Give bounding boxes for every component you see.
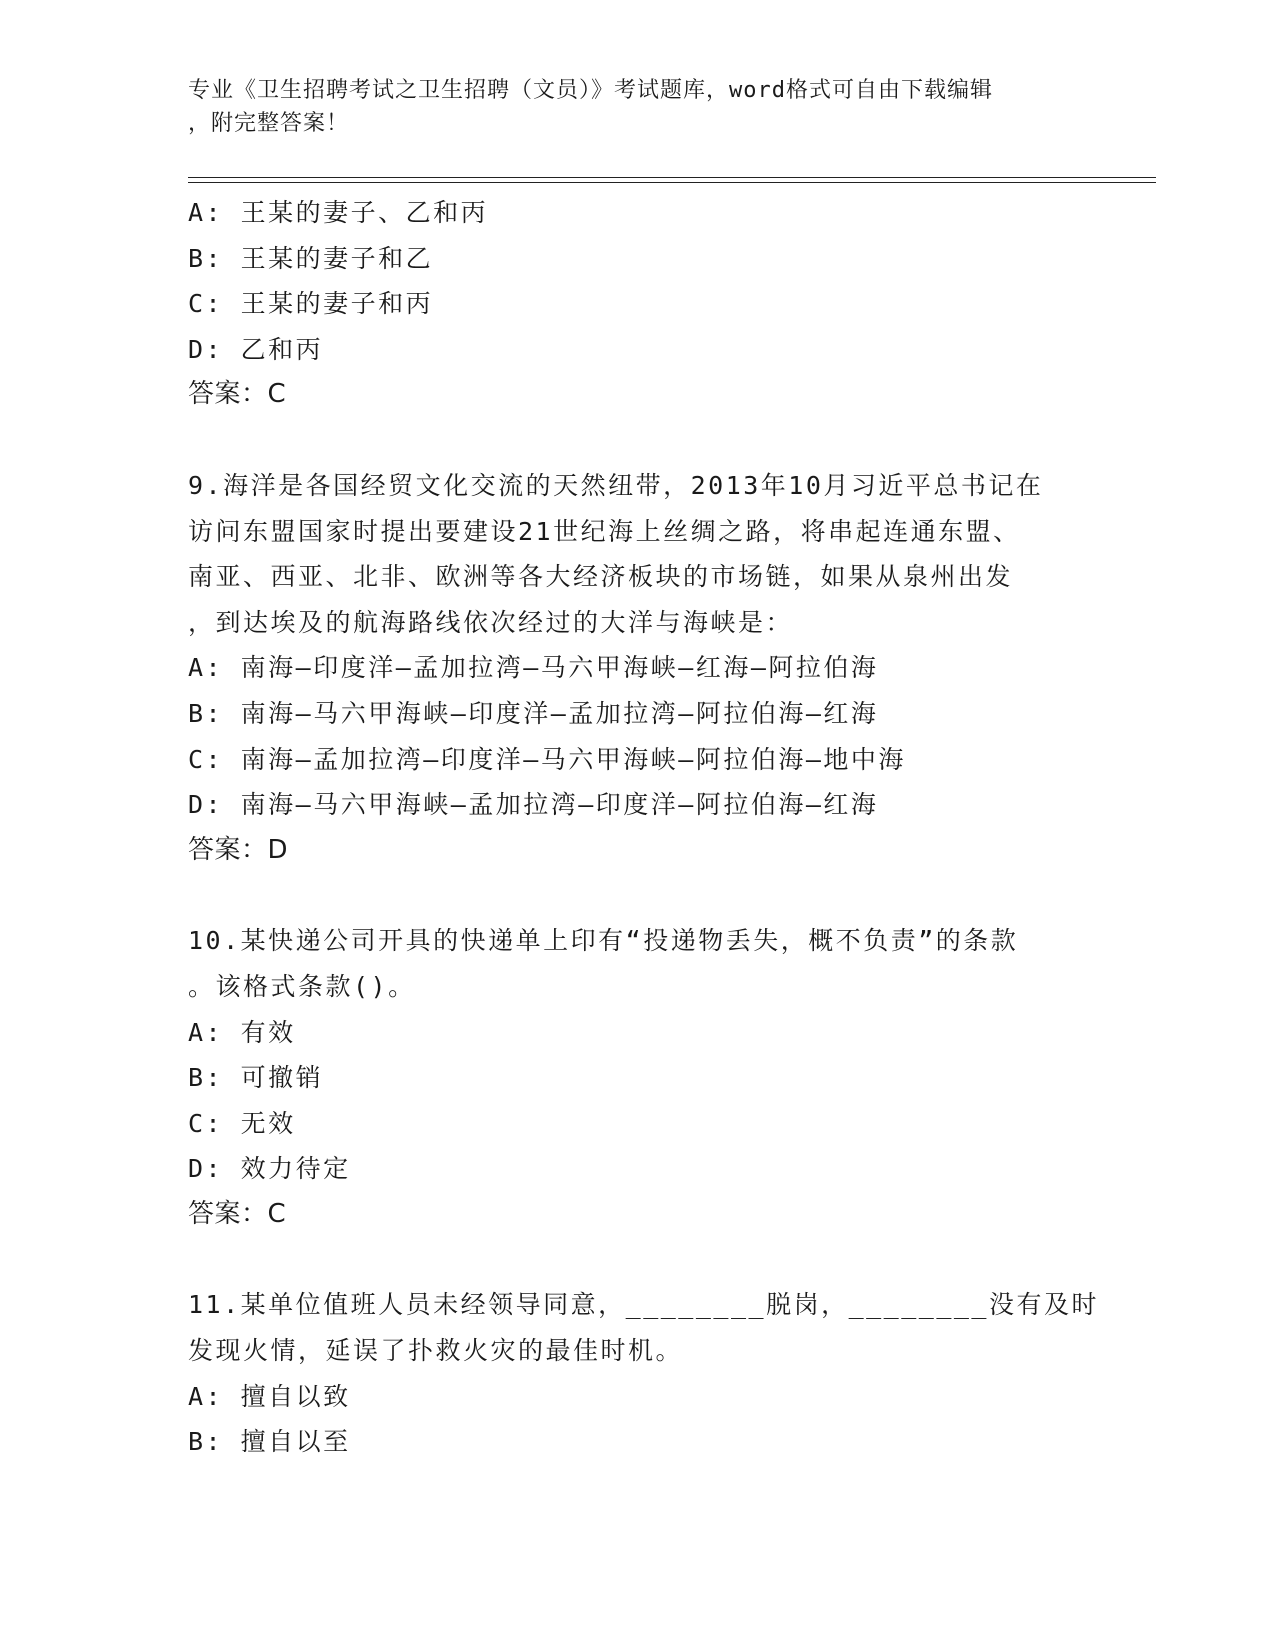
option-a: A: 王某的妻子、乙和丙 [188,198,489,227]
question-stem-line: 10.某快递公司开具的快递单上印有“投递物丢失，概不负责”的条款 [188,926,1019,956]
question-stem-line: 。该格式条款()。 [188,971,416,1001]
answer: 答案：D [188,834,289,865]
header-line-2: ，附完整答案！ [188,111,350,136]
header-divider-top [188,177,1156,178]
spacer [188,1237,1088,1282]
spacer [188,873,1088,918]
question-9 [188,463,1088,873]
option-d: D: 乙和丙 [188,334,324,364]
option-b: B: 擅自以至 [188,1427,351,1457]
question-stem-line: 9.海洋是各国经贸文化交流的天然纽带，2013年10月习近平总书记在 [188,470,1044,500]
option-b: B: 南海—马六甲海峡—印度洋—孟加拉湾—阿拉伯海—红海 [188,698,879,728]
answer: 答案：C [188,379,287,410]
option-a: A: 南海—印度洋—孟加拉湾—马六甲海峡—红海—阿拉伯海 [188,653,879,683]
question-stem-line: 南亚、西亚、北非、欧洲等各大经济板块的市场链，如果从泉州出发 [188,562,1014,592]
option-c: C: 王某的妻子和丙 [188,289,434,319]
option-d: D: 效力待定 [188,1154,351,1184]
document-header [188,74,1088,140]
header-line-1: 专业《卫生招聘考试之卫生招聘（文员）》考试题库，word格式可自由下载编辑 [188,78,993,103]
header-divider-bottom [188,182,1156,183]
option-a: A: 有效 [188,1017,296,1047]
option-d: D: 南海—马六甲海峡—孟加拉湾—印度洋—阿拉伯海—红海 [188,790,879,820]
option-b: B: 王某的妻子和乙 [188,243,434,273]
question-10 [188,918,1088,1237]
option-b: B: 可撤销 [188,1063,324,1093]
question-stem-line: 11.某单位值班人员未经领导同意，________脱岗，________没有及时 [188,1290,1099,1320]
question-stem-line: ，到达埃及的航海路线依次经过的大洋与海峡是： [188,607,794,637]
question-stem-line: 访问东盟国家时提出要建设21世纪海上丝绸之路，将串起连通东盟、 [188,516,1021,546]
option-a: A: 擅自以致 [188,1381,351,1411]
spacer [188,418,1088,463]
question-list [188,190,1099,1465]
question-stem-line: 发现火情，延误了扑救火灾的最佳时机。 [188,1336,684,1366]
question-11 [188,1282,1099,1464]
answer: 答案：C [188,1198,287,1229]
question-8 [188,190,1088,418]
option-c: C: 无效 [188,1108,296,1138]
option-c: C: 南海—孟加拉湾—印度洋—马六甲海峡—阿拉伯海—地中海 [188,744,906,774]
